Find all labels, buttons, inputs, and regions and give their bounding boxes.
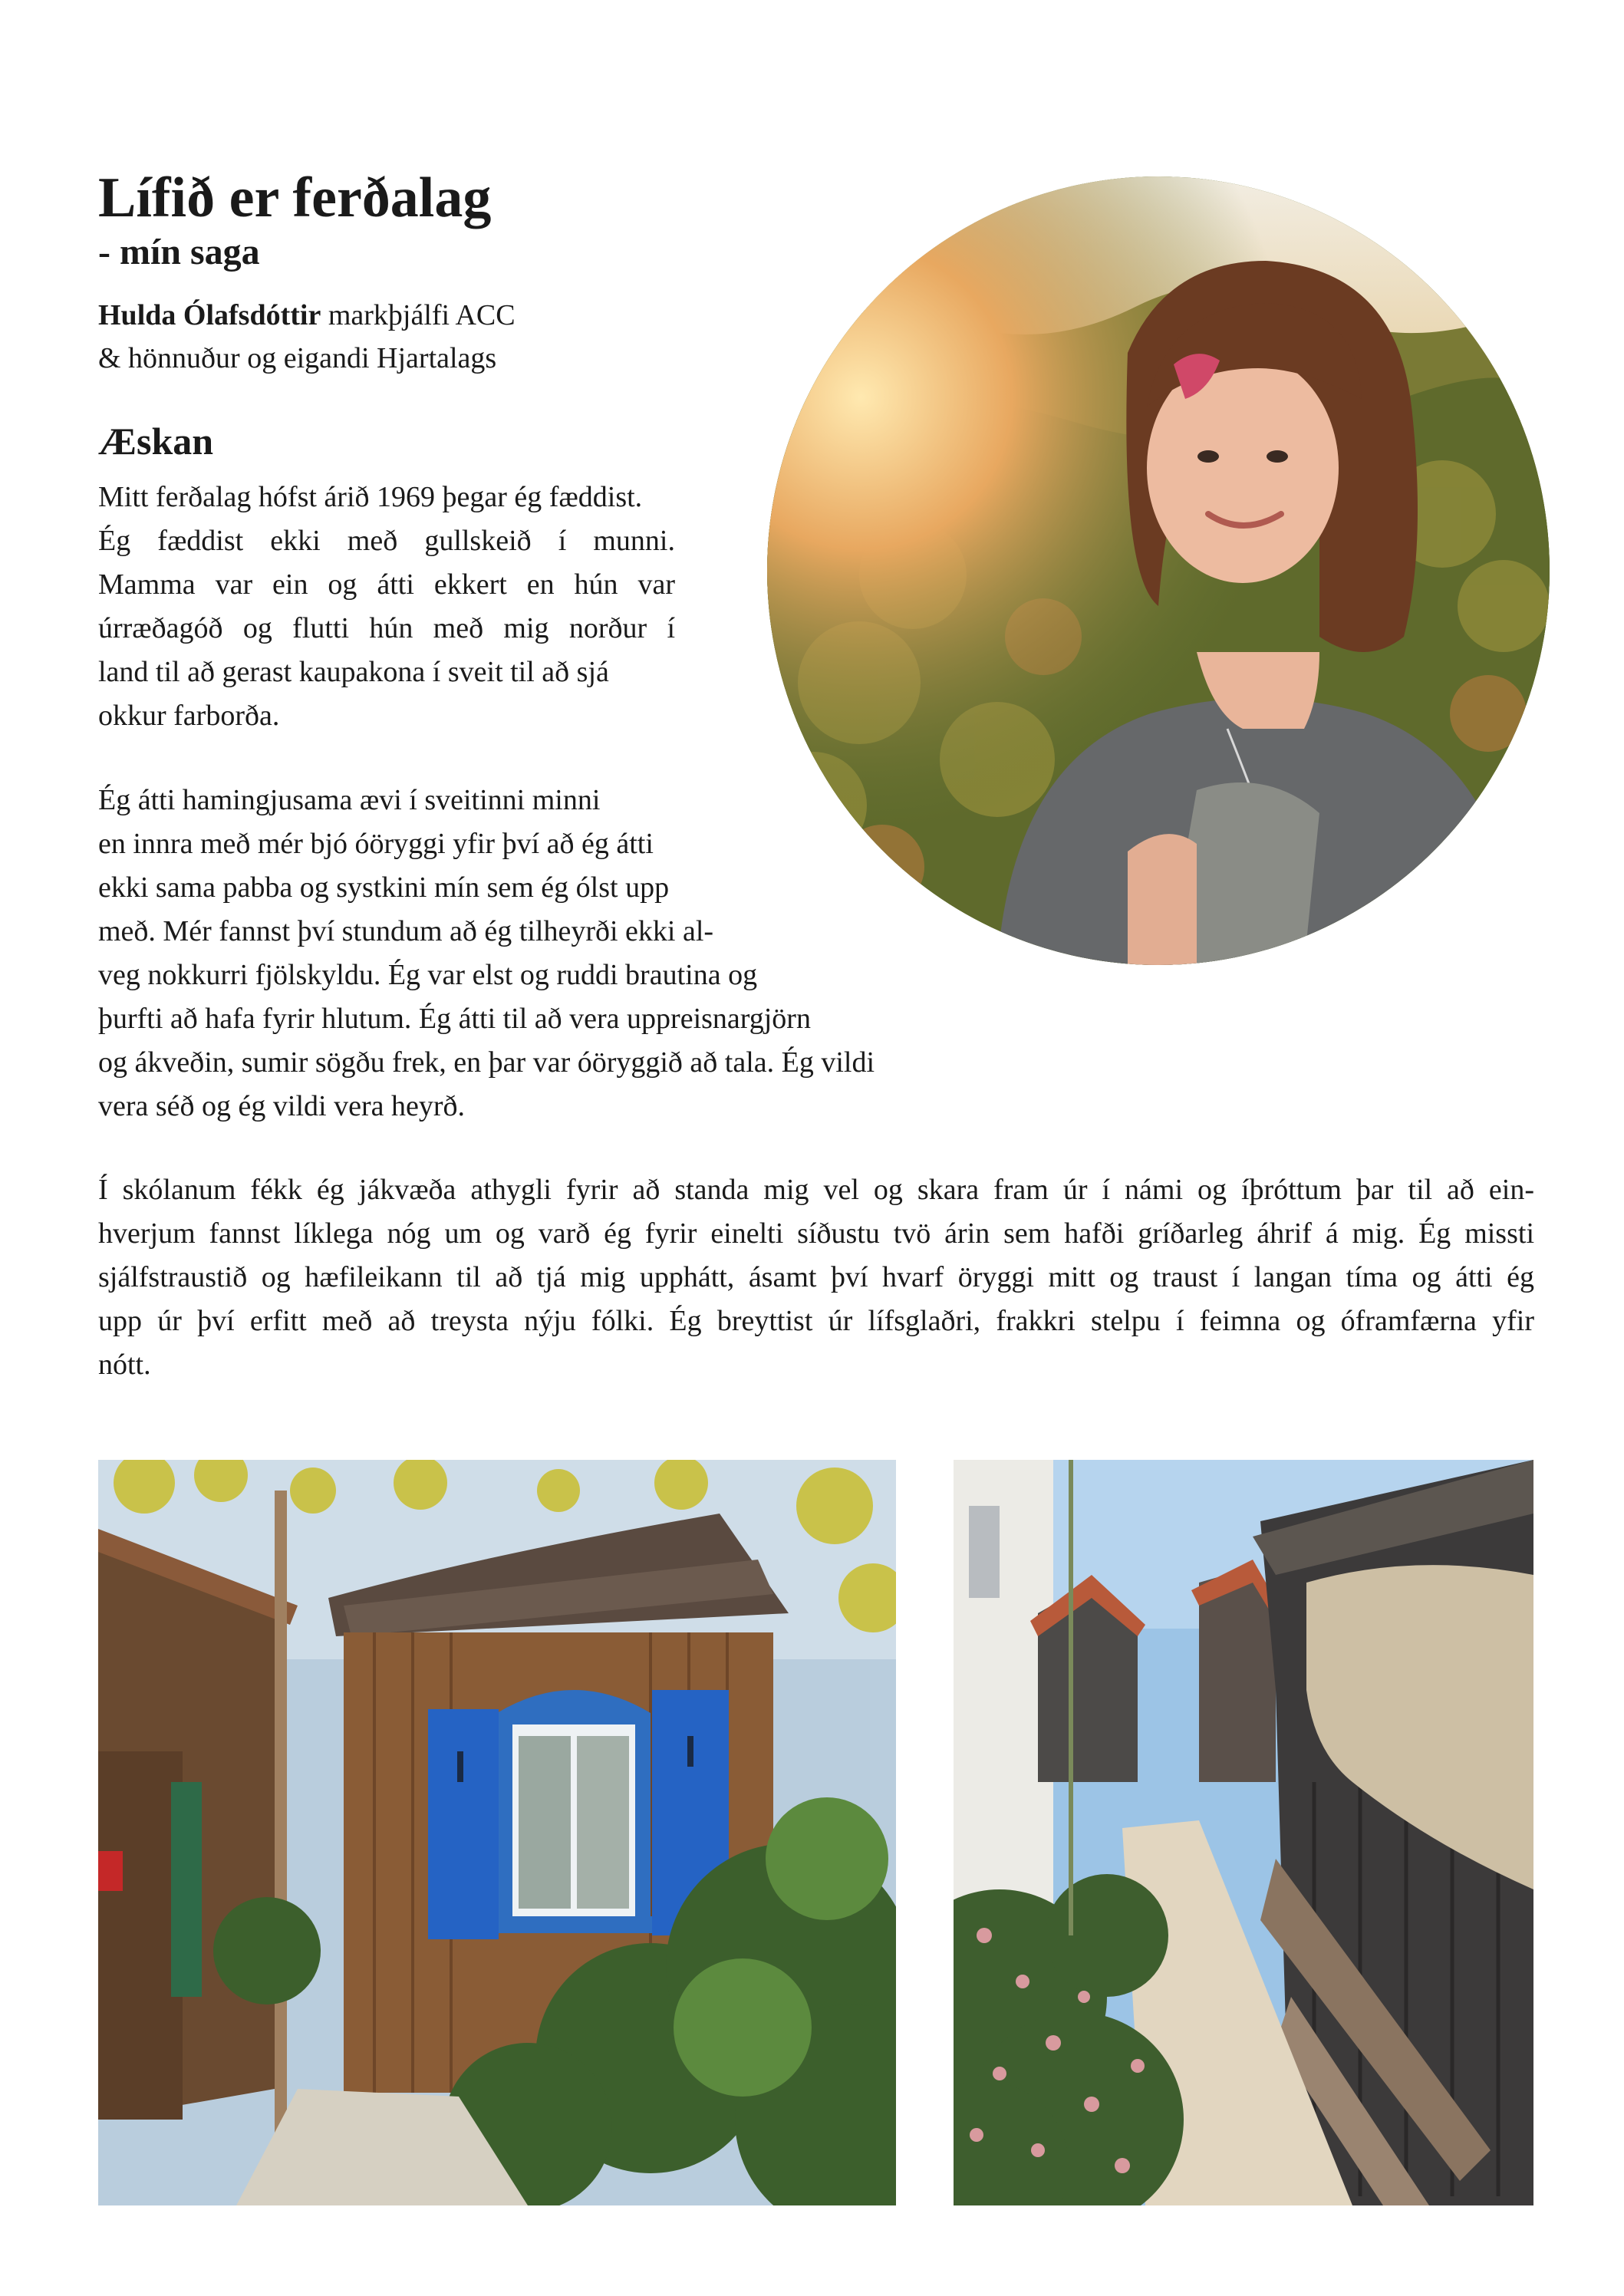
text-line: land til að gerast kaupakona í sveit til að sjá [98, 656, 609, 688]
text-line: en innra með mér bjó óöryggi yfir því að ég átti [98, 828, 654, 860]
alley-wooden-huts-photo [954, 1460, 1533, 2205]
author-byline [98, 294, 516, 380]
text-line: Ég fæddist ekki með gullskeið í munni. [98, 525, 675, 557]
article-title: Lífið er ferðalag [98, 166, 492, 229]
text-line: okkur farborða. [98, 700, 280, 732]
text-line: Mitt ferðalag hófst árið 1969 þegar ég fæddist. [98, 481, 643, 513]
author-name: Hulda Ólafsdóttir [98, 299, 321, 331]
text-line: veg nokkurri fjölskyldu. Ég var elst og ruddi brautina og [98, 959, 758, 991]
paragraph-school [98, 1168, 1534, 1387]
text-line: þurfti að hafa fyrir hlutum. Ég átti til að vera uppreisnargjörn [98, 1003, 811, 1035]
byline-line-1 [98, 294, 516, 337]
text-line: vera séð og ég vildi vera heyrð. [98, 1090, 465, 1122]
text-line: Ég átti hamingjusama ævi í sveitinni minni [98, 784, 601, 816]
text-line: og ákveðin, sumir sögðu frek, en þar var óöryggið að tala. Ég vildi [98, 1046, 875, 1079]
text-line: upp úr því erfitt með að treysta nýju fólki. Ég breyttist úr lífsglaðri, frakkri stelpu í feimna og óframfærna yfir [98, 1305, 1534, 1337]
article-subtitle: - mín saga [98, 232, 260, 272]
text-line: sjálfstraustið og hæfileikann til að tjá mig upphátt, ásamt því hvarf öryggi mitt og traust í langan tíma og átti ég [98, 1261, 1534, 1293]
cabin-blue-shutters-photo [98, 1460, 896, 2205]
paragraph-childhood-1 [98, 476, 675, 738]
text-line: Í skólanum fékk ég jákvæða athygli fyrir að standa mig vel og skara fram úr í námi og íþróttum þar til að ein- [98, 1174, 1534, 1206]
text-line: með. Mér fannst því stundum að ég tilheyrði ekki al- [98, 915, 714, 947]
section-heading: Æskan [98, 420, 214, 463]
author-portrait-photo [767, 176, 1550, 965]
text-line: nótt. [98, 1349, 151, 1381]
text-line: Mamma var ein og átti ekkert en hún var [98, 568, 675, 601]
author-role: markþjálfi ACC [321, 299, 516, 331]
text-line: úrræðagóð og flutti hún með mig norður í [98, 612, 675, 644]
text-line: hverjum fannst líklega nóg um og varð ég fyrir einelti síðustu tvö árin sem hafði gríðarleg áhrif á mig. Ég missti [98, 1217, 1534, 1250]
text-line: ekki sama pabba og systkini mín sem ég ólst upp [98, 871, 670, 904]
byline-line-2: & hönnuður og eigandi Hjartalags [98, 342, 497, 374]
